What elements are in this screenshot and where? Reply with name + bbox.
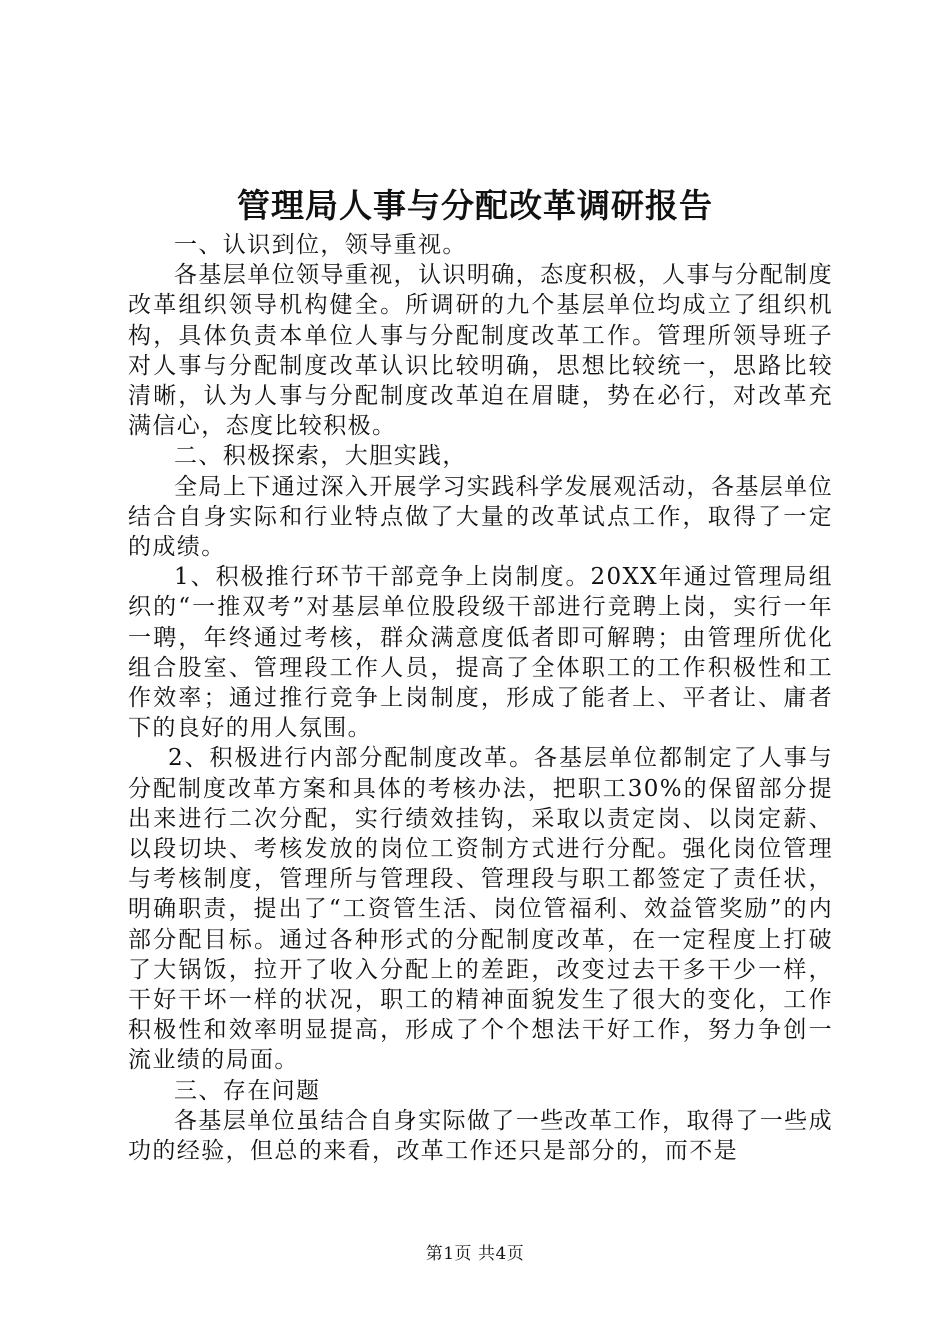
paragraph-1: 各基层单位领导重视，认识明确，态度积极，人事与分配制度改革组织领导机构健全。所调研的九个基层单位均成立了组织机构，具体负责本单位人事与分配制度改革工作。管理所领导班子对人事与分配制度改革认识比较明确，思想比较统一，思路比较清晰，认为人事与分配制度改革迫在眉睫，势在必行，对改革充满信心，态度比较积极。 — [128, 262, 833, 440]
document-body — [128, 230, 833, 1166]
section-heading-3: 三、存在问题 — [174, 1077, 321, 1104]
document-title: 管理局人事与分配改革调研报告 — [237, 186, 713, 225]
page-footer: 第1页 共4页 — [425, 1244, 525, 1264]
paragraph-2: 全局上下通过深入开展学习实践科学发展观活动，各基层单位结合自身实际和行业特点做了大量的改革试点工作，取得了一定的成绩。 — [128, 473, 833, 561]
paragraph-4: 2、积极进行内部分配制度改革。各基层单位都制定了人事与分配制度改革方案和具体的考核办法，把职工30%的保留部分提出来进行二次分配，实行绩效挂钩，采取以责定岗、以岗定薪、以段切块、考核发放的岗位工资制方式进行分配。强化岗位管理与考核制度，管理所与管理段、管理段与职工都签定了责任状，明确职责，提出了“工资管生活、岗位管福利、效益管奖励”的内部分配目标。通过各种形式的分配制度改革，在一定程度上打破了大锅饭，拉开了收入分配上的差距，改变过去干多干少一样，干好干坏一样的状况，职工的精神面貌发生了很大的变化，工作积极性和效率明显提高，形成了个个想法干好工作，努力争创一流业绩的局面。 — [128, 745, 833, 1074]
section-heading-1: 一、认识到位，领导重视。 — [174, 232, 467, 258]
paragraph-3: 1、积极推行环节干部竞争上岗制度。20XX年通过管理局组织的“一推双考”对基层单位股段级干部进行竞聘上岗，实行一年一聘，年终通过考核，群众满意度低者即可解聘；由管理所优化组合股室、管理段工作人员，提高了全体职工的工作积极性和工作效率；通过推行竞争上岗制度，形成了能者上、平者让、庸者下的良好的用人氛围。 — [128, 564, 833, 742]
section-heading-2: 二、积极探索，大胆实践， — [174, 443, 467, 470]
paragraph-5: 各基层单位虽结合自身实际做了一些改革工作，取得了一些成功的经验，但总的来看，改革工作还只是部分的，而不是 — [128, 1107, 833, 1165]
